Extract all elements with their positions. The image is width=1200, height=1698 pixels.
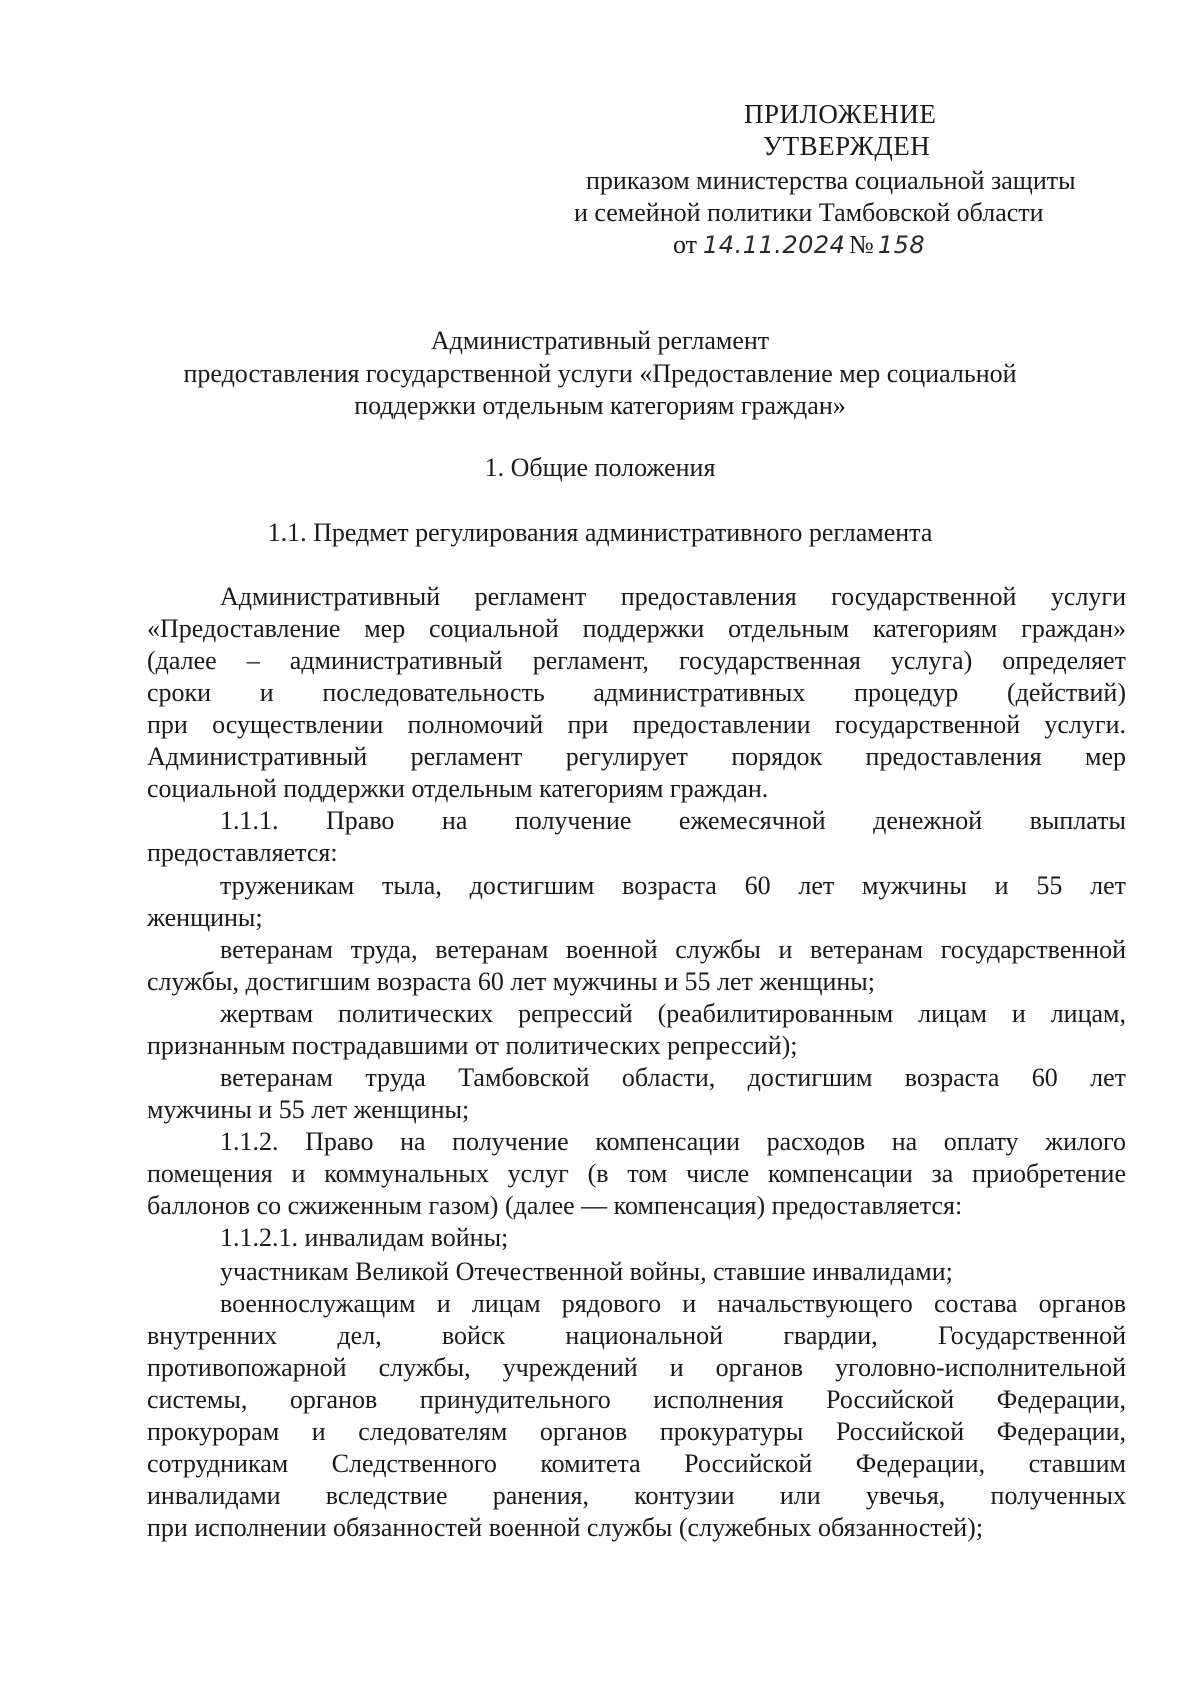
body-line: «Предоставление мер социальной поддержки отдельным категориям граждан»: [147, 614, 1126, 643]
document-title-line-1: Административный регламент: [430, 326, 770, 355]
body-line: (далее – административный регламент, государственная услуга) определяет: [147, 646, 1126, 675]
date-label: от: [673, 230, 698, 259]
body-line: признанным пострадавшими от политических репрессий);: [147, 1031, 798, 1060]
body-line: ветеранам труда, ветеранам военной службы и ветеранам государственной: [220, 935, 1126, 964]
body-line: системы, органов принудительного исполнения Российской Федерации,: [147, 1385, 1126, 1414]
subsection-heading: 1.1. Предмет регулирования административного регламента: [267, 518, 933, 547]
body-line: баллонов со сжиженным газом) (далее — компенсация) предоставляется:: [147, 1191, 963, 1220]
body-line: сотрудникам Следственного комитета Российской Федерации, ставшим: [147, 1449, 1126, 1478]
body-line: женщины;: [147, 903, 263, 932]
number-label: №: [849, 230, 874, 259]
body-line: инвалидами вследствие ранения, контузии или увечья, полученных: [147, 1481, 1126, 1510]
document-title-line-3: поддержки отдельным категориям граждан»: [354, 391, 846, 420]
handwritten-date: 14.11.2024: [703, 231, 846, 259]
body-line: 1.1.1. Право на получение ежемесячной денежной выплаты: [220, 806, 1126, 835]
body-line: 1.1.2.1. инвалидам войны;: [220, 1223, 509, 1252]
body-line: труженикам тыла, достигшим возраста 60 лет мужчины и 55 лет: [220, 871, 1126, 900]
body-line: социальной поддержки отдельным категориям граждан.: [147, 774, 769, 803]
handwritten-number: 158: [877, 231, 926, 259]
body-line: при осуществлении полномочий при предоставлении государственной услуги.: [147, 710, 1126, 739]
body-line: 1.1.2. Право на получение компенсации расходов на оплату жилого: [220, 1127, 1126, 1156]
body-line: помещения и коммунальных услуг (в том числе компенсации за приобретение: [147, 1159, 1126, 1188]
approved-label: УТВЕРЖДЕН: [763, 131, 931, 161]
section-heading: 1. Общие положения: [484, 453, 716, 482]
body-line: мужчины и 55 лет женщины;: [147, 1095, 470, 1124]
body-line: сроки и последовательность административных процедур (действий): [147, 678, 1126, 707]
body-line: военнослужащим и лицам рядового и начальствующего состава органов: [220, 1289, 1126, 1318]
body-line: Административный регламент предоставления государственной услуги: [220, 582, 1126, 611]
body-line: при исполнении обязанностей военной службы (служебных обязанностей);: [147, 1513, 984, 1542]
body-line: предоставляется:: [147, 838, 338, 867]
body-line: жертвам политических репрессий (реабилитированным лицам и лицам,: [220, 999, 1126, 1028]
order-line-2: и семейной политики Тамбовской области: [574, 198, 1044, 227]
body-line: прокурорам и следователям органов прокуратуры Российской Федерации,: [147, 1417, 1126, 1446]
order-line-1: приказом министерства социальной защиты: [586, 166, 1076, 195]
appendix-label: ПРИЛОЖЕНИЕ: [744, 99, 937, 129]
body-line: ветеранам труда Тамбовской области, достигшим возраста 60 лет: [220, 1063, 1126, 1092]
order-date-number: [673, 228, 925, 262]
body-line: Административный регламент регулирует порядок предоставления мер: [147, 742, 1126, 771]
body-line: участникам Великой Отечественной войны, ставшие инвалидами;: [220, 1257, 953, 1286]
body-line: службы, достигшим возраста 60 лет мужчины и 55 лет женщины;: [147, 967, 875, 996]
document-title-line-2: предоставления государственной услуги «Предоставление мер социальной: [183, 359, 1017, 388]
body-line: противопожарной службы, учреждений и органов уголовно-исполнительной: [147, 1353, 1126, 1382]
body-line: внутренних дел, войск национальной гвардии, Государственной: [147, 1321, 1126, 1350]
